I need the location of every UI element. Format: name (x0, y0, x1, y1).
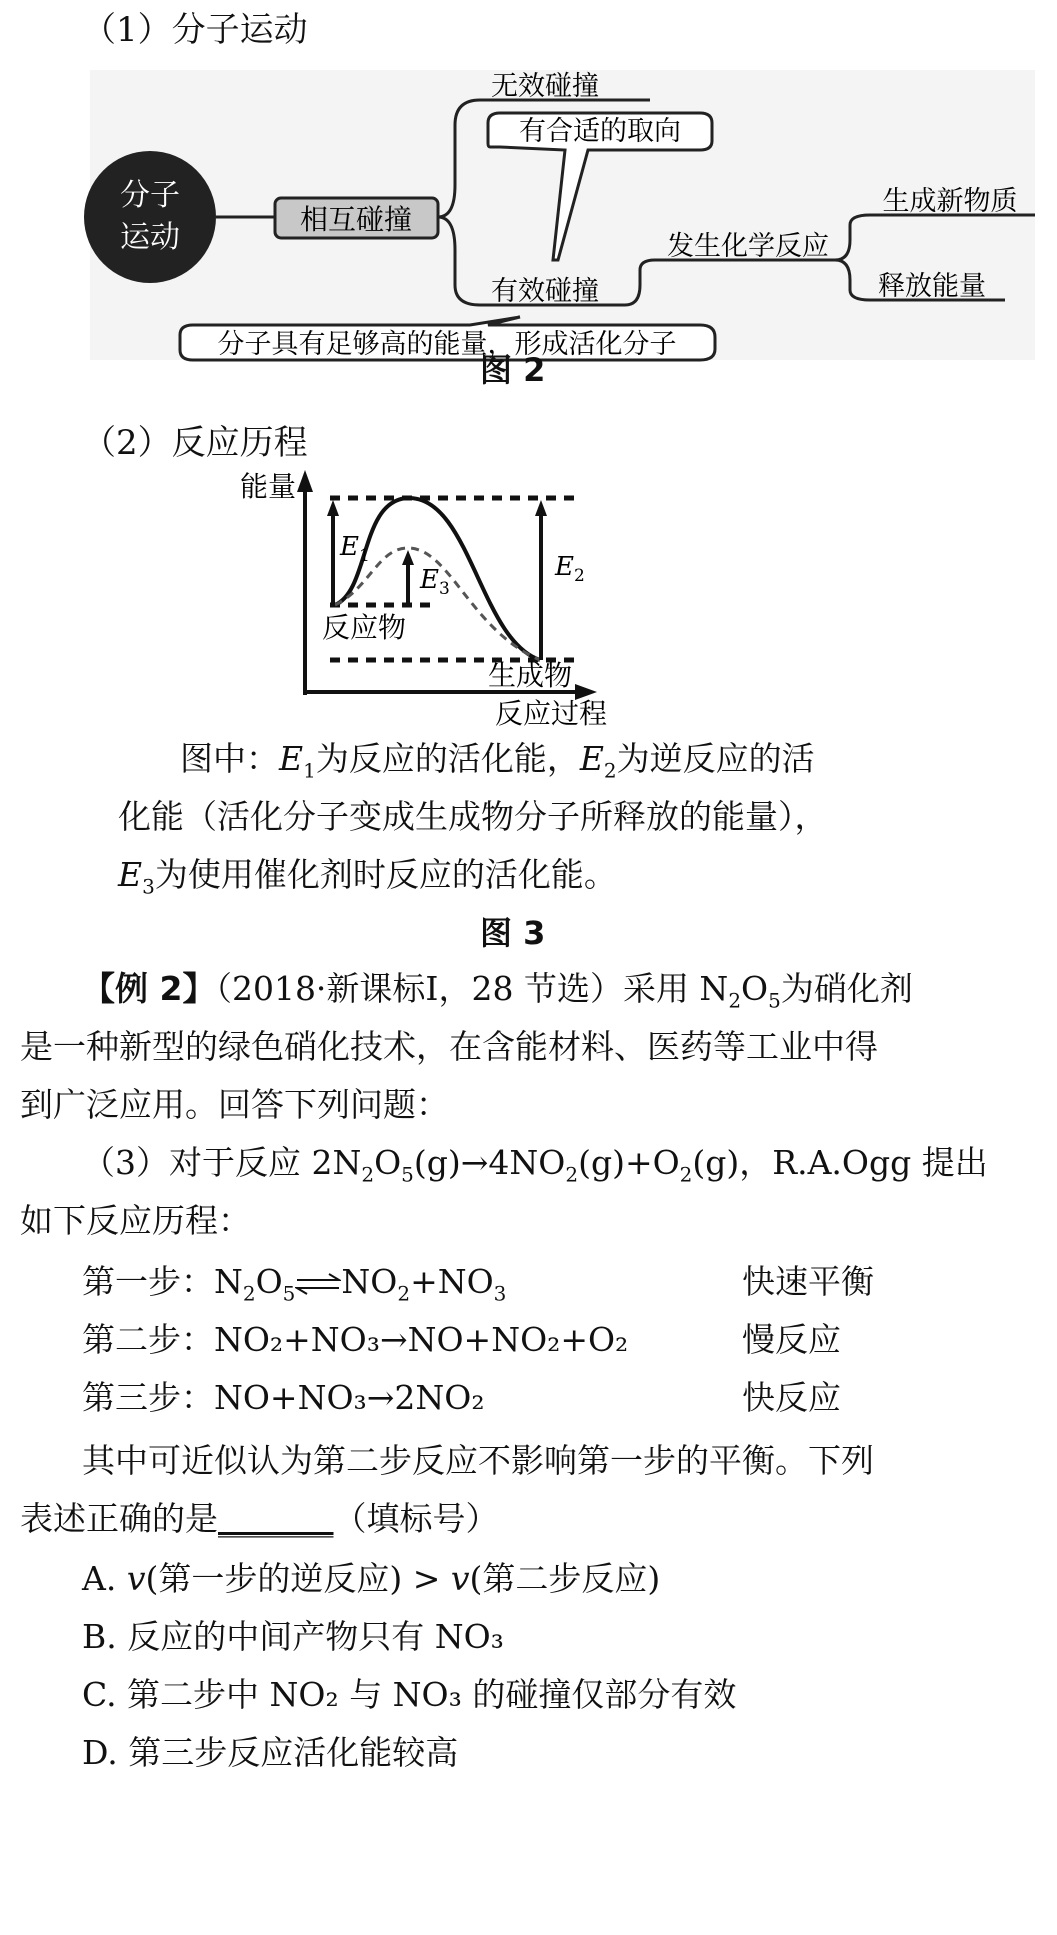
option-d[interactable]: D. 第三步反应活化能较高 (82, 1733, 459, 1772)
example-line3: 到广泛应用。回答下列问题： (20, 1085, 449, 1124)
reaction-energy-diagram (0, 460, 1057, 730)
step2-row: 第二步：NO₂+NO₃→NO+NO₂+O₂ 慢反应 (82, 1314, 628, 1361)
step3-row: 第三步：NO+NO₃→2NO₂ 快反应 (82, 1372, 485, 1419)
e2-arrowhead (535, 500, 547, 516)
section2-title: （2）反应历程 (82, 423, 308, 463)
e1-label: $E_1$ (340, 532, 370, 566)
question-line1: 其中可近似认为第二步反应不影响第一步的平衡。下列 (82, 1441, 874, 1480)
step3-tag: 快反应 (742, 1378, 841, 1417)
center-line1: 分子 (120, 178, 180, 213)
question3-line1: （3）对于反应 $2N_2O_5(g)\to 4NO_2(g)+O_2(g)$，R.A.Ogg 提出 (82, 1143, 988, 1187)
center-circle (84, 151, 216, 283)
example-tag: 【例 2】 (82, 969, 216, 1008)
product-label: 生成物 (488, 659, 573, 692)
energy-bubble-label: 分子具有足够高的能量，形成活化分子 (217, 329, 677, 360)
e1-arrowhead (327, 500, 339, 516)
x-axis-label: 反应过程 (495, 697, 608, 730)
step2-equation: NO₂+NO₃→NO+NO₂+O₂ (214, 1320, 629, 1359)
question-line2: 表述正确的是_______（填标号） (20, 1499, 499, 1538)
valid-label: 有效碰撞 (491, 276, 599, 307)
fig3-note-line3: $E_3$为使用催化剂时反应的活化能。 (118, 855, 617, 899)
figure3-caption: 图 3 (480, 914, 546, 952)
option-c[interactable]: C. 第二步中 NO₂ 与 NO₃ 的碰撞仅部分有效 (82, 1675, 737, 1714)
figure2-caption: 图 2 (480, 351, 546, 389)
step2-tag: 慢反应 (742, 1320, 841, 1359)
equilibrium-arrow-icon (295, 1273, 341, 1295)
fig3-note-line2: 化能（活化分子变成生成物分子所释放的能量）， (118, 797, 828, 836)
collide-label: 相互碰撞 (299, 203, 413, 236)
section1-title: （1）分子运动 (82, 10, 308, 50)
new-substance-label: 生成新物质 (882, 186, 1018, 217)
y-axis-arrow (297, 470, 313, 492)
e2-label: $E_2$ (555, 552, 585, 586)
y-axis-label: 能量 (240, 470, 297, 503)
option-a[interactable]: A. v(第一步的逆反应) > v(第二步反应) (82, 1559, 661, 1598)
answer-blank[interactable]: _______ (218, 1499, 334, 1538)
reaction-label: 发生化学反应 (667, 231, 829, 262)
e3-label: $E_3$ (420, 565, 450, 599)
fig3-note-line1: 图中：$E_1$为反应的活化能，$E_2$为逆反应的活 (180, 739, 815, 783)
step1-tag: 快速平衡 (742, 1262, 874, 1301)
orientation-label: 有合适的取向 (519, 116, 681, 147)
e3-arrowhead (402, 550, 414, 565)
question3-line2: 如下反应历程： (20, 1201, 251, 1240)
example-line2: 是一种新型的绿色硝化技术，在含能材料、医药等工业中得 (20, 1027, 878, 1066)
center-line2: 运动 (120, 220, 180, 255)
example-line1: 【例 2】（2018·新课标Ⅰ，28 节选）采用 $N_2O_5$为硝化剂 (82, 969, 913, 1013)
step1-row: 第一步：$N_2O_5$ $NO_2+NO_3$ 快速平衡 (82, 1256, 506, 1306)
option-b[interactable]: B. 反应的中间产物只有 NO₃ (82, 1617, 504, 1656)
reactant-label: 反应物 (322, 611, 407, 644)
release-energy-label: 释放能量 (878, 271, 986, 302)
invalid-label: 无效碰撞 (491, 71, 599, 102)
step3-equation: NO+NO₃→2NO₂ (214, 1378, 485, 1417)
